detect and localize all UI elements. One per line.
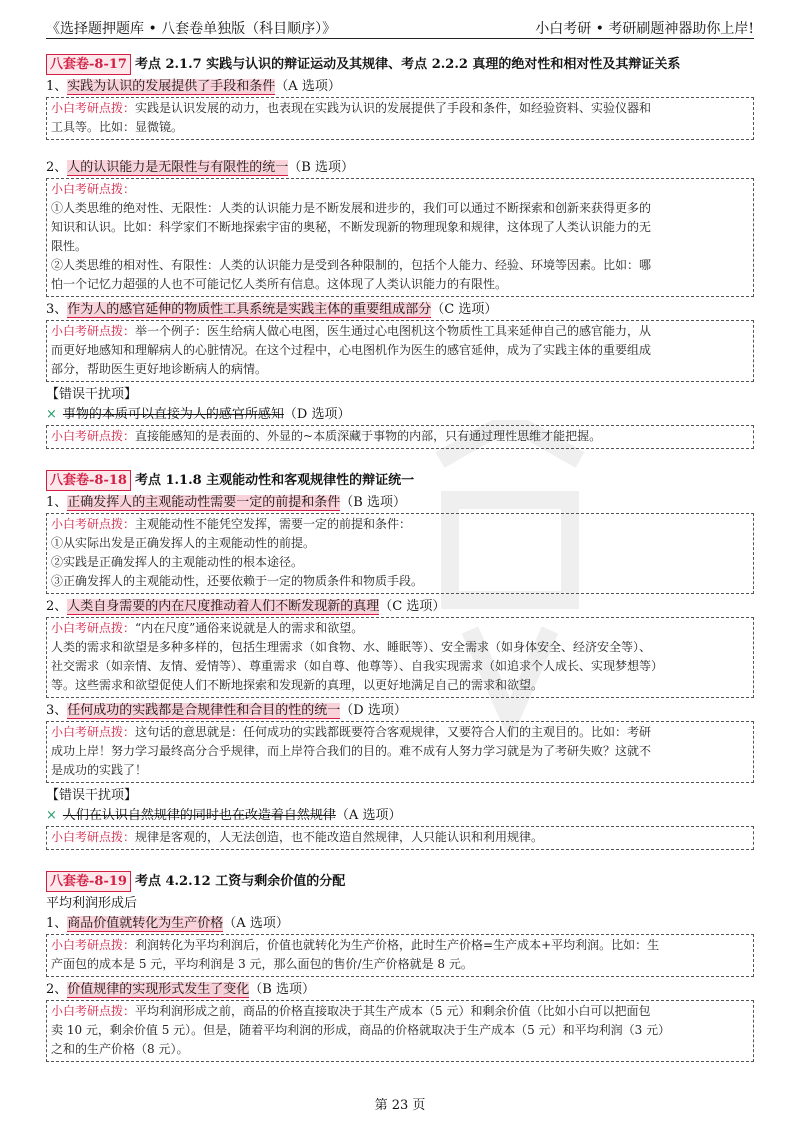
tip-text: 这句话的意思就是：任何成功的实践都既要符合客观规律，又要符合人们的主观目的。比如：考研 [135, 725, 652, 739]
page-content [46, 50, 754, 1065]
option-label: （A 选项） [223, 916, 289, 931]
tip-label: 小白考研点拨： [51, 517, 136, 531]
tip-text: 社交需求（如亲情、友情、爱情等）、尊重需求（如自尊、他尊等）、自我实现需求（如追求个人成长、实现梦想等） [51, 659, 664, 673]
tip-label: 小白考研点拨： [51, 621, 136, 635]
distractor-heading: 【错误干扰项】 [46, 387, 138, 402]
highlighted-answer: 价值规律的实现形式发生了变化 [67, 982, 250, 997]
tip-label: 小白考研点拨： [51, 1004, 136, 1018]
answer-item [46, 701, 754, 720]
tip-label: 小白考研点拨： [51, 182, 136, 196]
tip-text: 产面包的成本是 5 元，平均利润是 3 元，那么面包的售价/生产价格就是 8 元。 [51, 957, 473, 971]
tip-label: 小白考研点拨： [51, 324, 136, 338]
tip-text: 成功上岸！努力学习最终高分合乎规律，而上岸符合我们的目的。难不成有人努力学习就是为了考研失败？这就不 [51, 744, 652, 758]
section-title: 考点 4.2.12 工资与剩余价值的分配 [134, 874, 346, 889]
option-label: （B 选项） [249, 982, 315, 997]
tip-label: 小白考研点拨： [51, 938, 136, 952]
tip-text: 是成功的实践了！ [51, 763, 148, 777]
item-number: 1、 [46, 916, 68, 931]
tip-text: 举一个例子：医生给病人做心电图，医生通过心电图机这个物质性工具来延伸自己的感官能力，从 [135, 324, 652, 338]
tip-text: 规律是客观的，人无法创造，也不能改造自然规律，人只能认识和利用规律。 [135, 830, 544, 844]
item-number: 2、 [46, 599, 68, 614]
option-label: （A 选项） [275, 79, 341, 94]
exam-tag: 八套卷-8-17 [46, 54, 131, 75]
tip-box [46, 617, 754, 698]
distractor-text: 事物的本质可以直接为人的感官所感知 [62, 407, 284, 422]
item-number: 3、 [46, 302, 68, 317]
option-label: （C 选项） [431, 302, 498, 317]
highlighted-answer: 人类自身需要的内在尺度推动着人们不断发现新的真理 [67, 599, 380, 614]
tip-text: 知识和认识。比如：科学家们不断地探索宇宙的奥秘，不断发现新的物理现象和规律，这体现了人类认识能力的无 [51, 220, 652, 234]
tip-box [46, 826, 754, 850]
item-number: 2、 [46, 160, 68, 175]
distractor-item [46, 405, 754, 424]
tip-box [46, 1000, 754, 1062]
distractor-item [46, 806, 754, 825]
tip-text: 工具等。比如：显微镜。 [51, 120, 184, 134]
section-title: 考点 1.1.8 主观能动性和客观规律性的辩证统一 [134, 473, 415, 488]
tip-text: ①人类思维的绝对性、无限性：人类的认识能力是不断发展和进步的，我们可以通过不断探索和创新来获得更多的 [51, 201, 652, 215]
highlighted-answer: 任何成功的实践都是合规律性和合目的性的统一 [67, 703, 341, 718]
tip-label: 小白考研点拨： [51, 101, 136, 115]
option-label: （D 选项） [340, 703, 407, 718]
answer-item [46, 77, 754, 96]
tip-text: 主观能动性不能凭空发挥，需要一定的前提和条件： [135, 517, 412, 531]
exam-tag: 八套卷-8-18 [46, 470, 131, 491]
header-slogan: 小白考研 • 考研刷题神器助你上岸! [535, 21, 754, 37]
tip-text: 卖 10 元，剩余价值 5 元）。但是，随着平均利润的形成，商品的价格就取决于生产成本（5 元）和平均利润（3 元） [51, 1023, 671, 1037]
item-number: 1、 [46, 79, 68, 94]
tip-text: ③正确发挥人的主观能动性，还要依赖于一定的物质条件和物质手段。 [51, 574, 424, 588]
tip-text: “内在尺度”通俗来说就是人的需求和欲望。 [135, 621, 364, 635]
highlighted-answer: 人的认识能力是无限性与有限性的统一 [67, 160, 289, 175]
tip-box [46, 934, 754, 977]
item-number: 2、 [46, 982, 68, 997]
tip-box [46, 513, 754, 594]
tip-box [46, 425, 754, 449]
answer-item [46, 980, 754, 999]
section-heading [46, 54, 754, 75]
tip-box [46, 320, 754, 382]
tip-text: ①从实际出发是正确发挥人的主观能动性的前提。 [51, 536, 316, 550]
section-title: 考点 2.1.7 实践与认识的辩证运动及其规律、考点 2.2.2 真理的绝对性和相对性及其辩证关系 [134, 57, 681, 72]
option-label: （C 选项） [379, 599, 446, 614]
section-heading [46, 871, 754, 892]
answer-item [46, 493, 754, 512]
tip-text: 平均利润形成之前，商品的价格直接取决于其生产成本（5 元）和剩余价值（比如小白可以把面包 [135, 1004, 651, 1018]
section-heading [46, 470, 754, 491]
item-number: 3、 [46, 703, 68, 718]
option-label: （A 选项） [335, 808, 402, 823]
tip-text: 等。这些需求和欲望促使人们不断地探索和发现新的真理，以更好地满足自己的需求和欲望。 [51, 678, 544, 692]
tip-text: 实践是认识发展的动力，也表现在实践为认识的发展提供了手段和条件，如经验资料、实验仪器和 [135, 101, 652, 115]
tip-text: 之和的生产价格（8 元）。 [51, 1042, 189, 1056]
header-book-title: 《选择题押题库 • 八套卷单独版（科目顺序）》 [46, 21, 337, 37]
option-label: （B 选项） [340, 495, 406, 510]
tip-text: 而更好地感知和理解病人的心脏情况。在这个过程中，心电图机作为医生的感官延伸，成为了实践主体的重要组成 [51, 343, 652, 357]
option-label: （D 选项） [283, 407, 351, 422]
tip-text: 利润转化为平均利润后，价值也就转化为生产价格，此时生产价格=生产成本+平均利润。比如：生 [135, 938, 660, 952]
wrong-mark-icon: × [46, 808, 57, 823]
tip-label: 小白考研点拨： [51, 429, 136, 443]
wrong-mark-icon: × [46, 407, 57, 422]
tip-label: 小白考研点拨： [51, 725, 136, 739]
tip-box [46, 721, 754, 783]
tip-box [46, 97, 754, 140]
highlighted-answer: 正确发挥人的主观能动性需要一定的前提和条件 [67, 495, 341, 510]
answer-item [46, 914, 754, 933]
tip-text: 限性。 [51, 239, 88, 253]
highlighted-answer: 作为人的感官延伸的物质性工具系统是实践主体的重要组成部分 [67, 302, 432, 317]
page-header [46, 16, 754, 39]
tip-text: ②人类思维的相对性、有限性：人类的认识能力是受到各种限制的，包括个人能力、经验、环境等因素。比如：哪 [51, 258, 652, 272]
tip-text: ②实践是正确发挥人的主观能动性的根本途径。 [51, 555, 304, 569]
answer-item [46, 597, 754, 616]
highlighted-answer: 实践为认识的发展提供了手段和条件 [67, 79, 276, 94]
exam-tag: 八套卷-8-19 [46, 871, 131, 892]
tip-text: 直接能感知的是表面的、外显的~本质深藏于事物的内部，只有通过理性思维才能把握。 [135, 429, 602, 443]
distractor-heading: 【错误干扰项】 [46, 788, 138, 803]
page-number: 第 23 页 [374, 1098, 426, 1113]
highlighted-answer: 商品价值就转化为生产价格 [67, 916, 224, 931]
answer-item [46, 158, 754, 177]
option-label: （B 选项） [288, 160, 354, 175]
tip-box [46, 178, 754, 297]
distractor-text: 人们在认识自然规律的同时也在改造着自然规律 [62, 808, 336, 823]
tip-label: 小白考研点拨： [51, 830, 136, 844]
item-number: 1、 [46, 495, 68, 510]
tip-text: 人类的需求和欲望是多种多样的，包括生理需求（如食物、水、睡眠等）、安全需求（如身体安全、经济安全等）、 [51, 640, 652, 654]
answer-item [46, 300, 754, 319]
section-subtitle: 平均利润形成后 [46, 896, 138, 911]
tip-text: 部分，帮助医生更好地诊断病人的病情。 [51, 362, 268, 376]
tip-text: 怕一个记忆力超强的人也不可能记忆人类所有信息。这体现了人类认识能力的有限性。 [51, 277, 508, 291]
